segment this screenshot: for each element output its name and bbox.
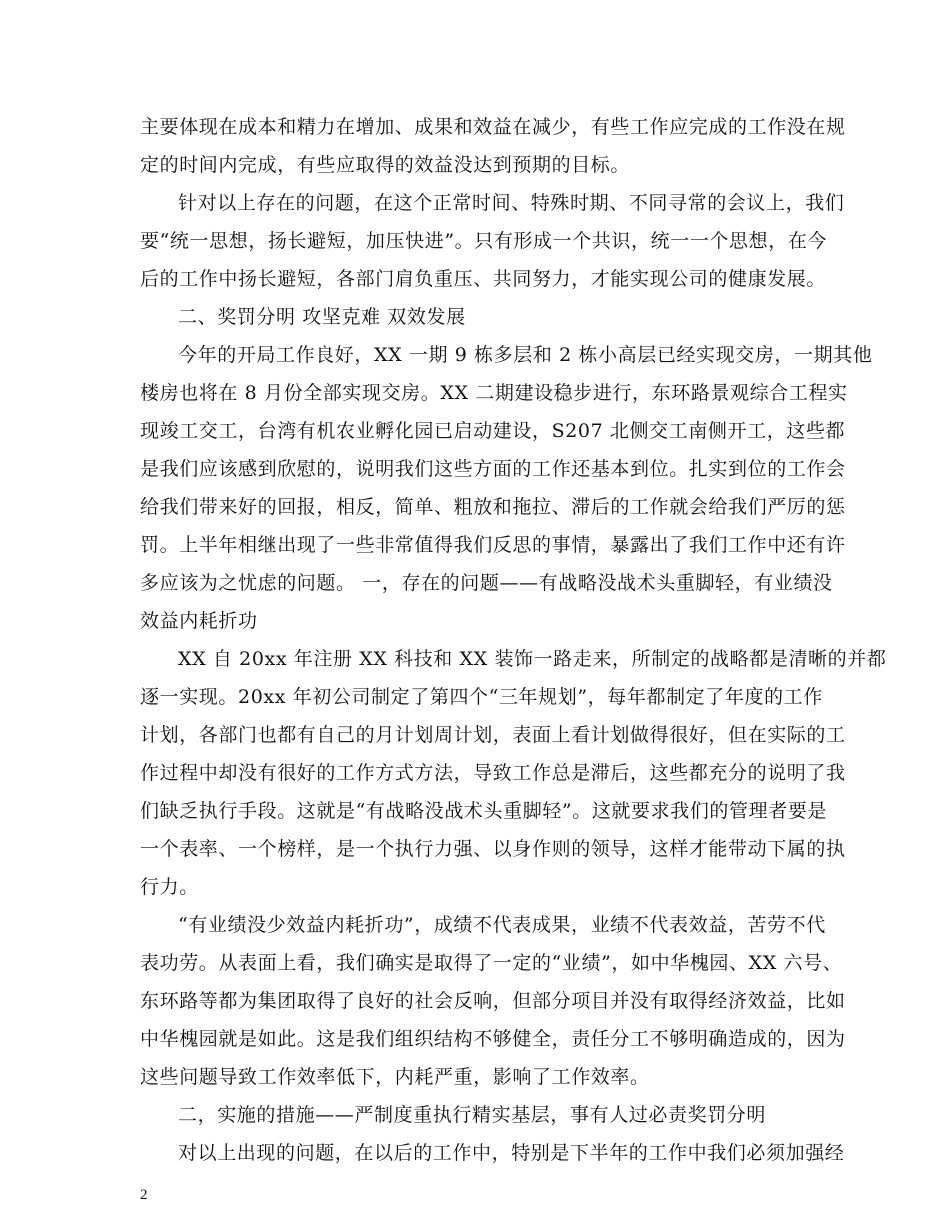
paragraph-start-line: “有业绩没少效益内耗折功”，成绩不代表成果，业绩不代表效益，苦劳不代: [178, 914, 826, 936]
paragraph-start-line: 对以上出现的问题，在以后的工作中，特别是下半年的工作中我们必须加强经: [178, 1142, 845, 1164]
text-line: 一个表率、一个榜样，是一个执行力强、以身作则的领导，这样才能带动下属的执: [140, 838, 846, 860]
text-line: 是我们应该感到欣慰的，说明我们这些方面的工作还基本到位。扎实到位的工作会: [140, 458, 846, 480]
text-line: 中华槐园就是如此。这是我们组织结构不够健全，责任分工不够明确造成的，因为: [140, 1028, 846, 1050]
text-line: 逐一实现。20xx 年初公司制定了第四个“三年规划”，每年都制定了年度的工作: [140, 686, 823, 708]
text-line: 给我们带来好的回报，相反，简单、粗放和拖拉、滞后的工作就会给我们严厉的惩: [140, 496, 846, 518]
text-line: 表功劳。从表面上看，我们确实是取得了一定的“业绩”，如中华槐园、XX 六号、: [140, 952, 843, 974]
text-line: 后的工作中扬长避短，各部门肩负重压、共同努力，才能实现公司的健康发展。: [140, 268, 827, 290]
text-line: 现竣工交工，台湾有机农业孵化园已启动建设，S207 北侧交工南侧开工，这些都: [140, 420, 846, 442]
text-line: 主要体现在成本和精力在增加、成果和效益在减少，有些工作应完成的工作没在规: [140, 116, 846, 138]
text-line: 们缺乏执行手段。这就是“有战略没战术头重脚轻”。这就要求我们的管理者要是: [140, 800, 828, 822]
text-line: 行力。: [140, 876, 199, 898]
paragraph-start-line: 针对以上存在的问题，在这个正常时间、特殊时期、不同寻常的会议上，我们: [178, 192, 845, 214]
text-line: 多应该为之忧虑的问题。 一，存在的问题——有战略没战术头重脚轻，有业绩没: [140, 572, 833, 594]
text-line: 定的时间内完成，有些应取得的效益没达到预期的目标。: [140, 154, 631, 176]
text-line: 这些问题导致工作效率低下，内耗严重，影响了工作效率。: [140, 1066, 650, 1088]
paragraph-start-line: 今年的开局工作良好，XX 一期 9 栋多层和 2 栋小高层已经实现交房，一期其他: [178, 344, 873, 366]
text-line: 计划，各部门也都有自己的月计划周计划，表面上看计划做得很好，但在实际的工: [140, 724, 846, 746]
paragraph-start-line: XX 自 20xx 年注册 XX 科技和 XX 装饰一路走来，所制定的战略都是清晰的并都: [178, 648, 887, 670]
text-line: 要“统一思想，扬长避短，加压快进”。只有形成一个共识，统一一个思想，在今: [140, 230, 828, 252]
text-line: 罚。上半年相继出现了一些非常值得我们反思的事情，暴露出了我们工作中还有许: [140, 534, 846, 556]
section-heading: 二、奖罚分明 攻坚克难 双效发展: [178, 306, 466, 328]
text-line: 东环路等都为集团取得了良好的社会反响，但部分项目并没有取得经济效益，比如: [140, 990, 846, 1012]
page-number: 2: [140, 1187, 148, 1203]
section-heading: 二，实施的措施——严制度重执行精实基层，事有人过必责奖罚分明: [178, 1104, 767, 1126]
text-line: 楼房也将在 8 月份全部实现交房。XX 二期建设稳步进行，东环路景观综合工程实: [140, 382, 848, 404]
text-line: 作过程中却没有很好的工作方式方法，导致工作总是滞后，这些都充分的说明了我: [140, 762, 846, 784]
text-line: 效益内耗折功: [140, 610, 258, 632]
